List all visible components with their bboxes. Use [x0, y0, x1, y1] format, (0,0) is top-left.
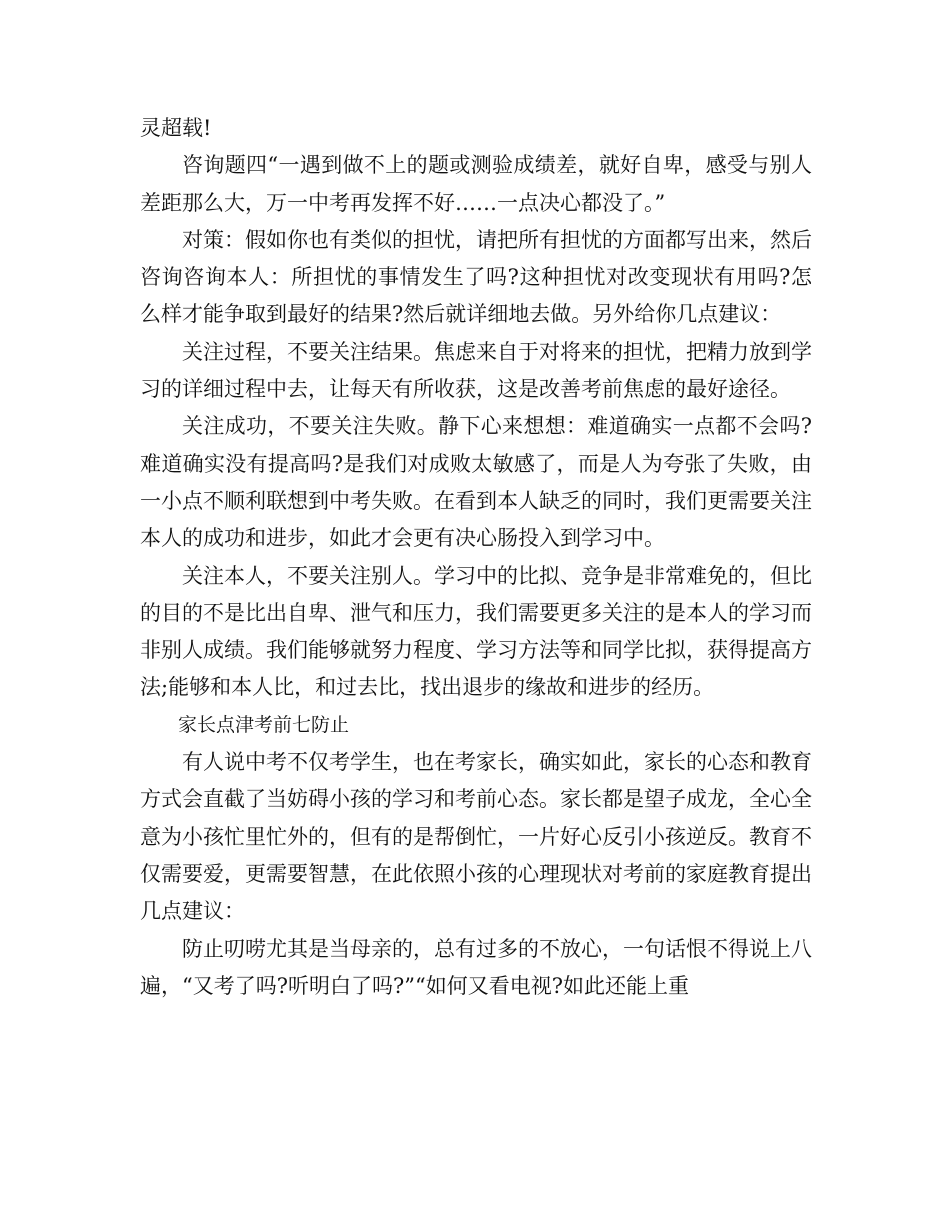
- document-body: [140, 110, 812, 1005]
- paragraph-avoid-nagging: 防止叨唠尤其是当母亲的，总有过多的不放心，一句话恨不得说上八遍，“又考了吗?听明白了吗?”“如何又看电视?如此还能上重: [140, 936, 812, 998]
- paragraph-question-four: 咨询题四“一遇到做不上的题或测验成绩差，就好自卑，感受与别人差距那么大，万一中考再发挥不好……一点决心都没了。”: [140, 153, 812, 215]
- paragraph-parents-intro: 有人说中考不仅考学生，也在考家长，确实如此，家长的心态和教育方式会直截了当妨碍小孩的学习和考前心态。家长都是望子成龙，全心全意为小孩忙里忙外的，但有的是帮倒忙，一片好心反引小孩逆反。教育不仅需要爱，更需要智慧，在此依照小孩的心理现状对考前的家庭教育提出几点建议：: [140, 750, 812, 924]
- paragraph-focus-success: 关注成功，不要关注失败。静下心来想想：难道确实一点都不会吗?难道确实没有提高吗?是我们对成败太敏感了，而是人为夸张了失败，由一小点不顺利联想到中考失败。在看到本人缺乏的同时，我们更需要关注本人的成功和进步，如此才会更有决心肠投入到学习中。: [140, 414, 812, 551]
- paragraph-continuation: 灵超载!: [140, 116, 212, 140]
- paragraph-focus-self: 关注本人，不要关注别人。学习中的比拟、竞争是非常难免的，但比的目的不是比出自卑、泄气和压力，我们需要更多关注的是本人的学习而非别人成绩。我们能够就努力程度、学习方法等和同学比拟，获得提高方法;能够和本人比，和过去比，找出退步的缘故和进步的经历。: [140, 563, 812, 700]
- paragraph-focus-process: 关注过程，不要关注结果。焦虑来自于对将来的担忧，把精力放到学习的详细过程中去，让每天有所收获，这是改善考前焦虑的最好途径。: [140, 339, 812, 402]
- section-heading: 家长点津考前七防止: [178, 713, 350, 736]
- paragraph-strategy: 对策：假如你也有类似的担忧，请把所有担忧的方面都写出来，然后咨询咨询本人：所担忧的事情发生了吗?这种担忧对改变现状有用吗?怎么样才能争取到最好的结果?然后就详细地去做。另外给你几点建议：: [140, 227, 812, 327]
